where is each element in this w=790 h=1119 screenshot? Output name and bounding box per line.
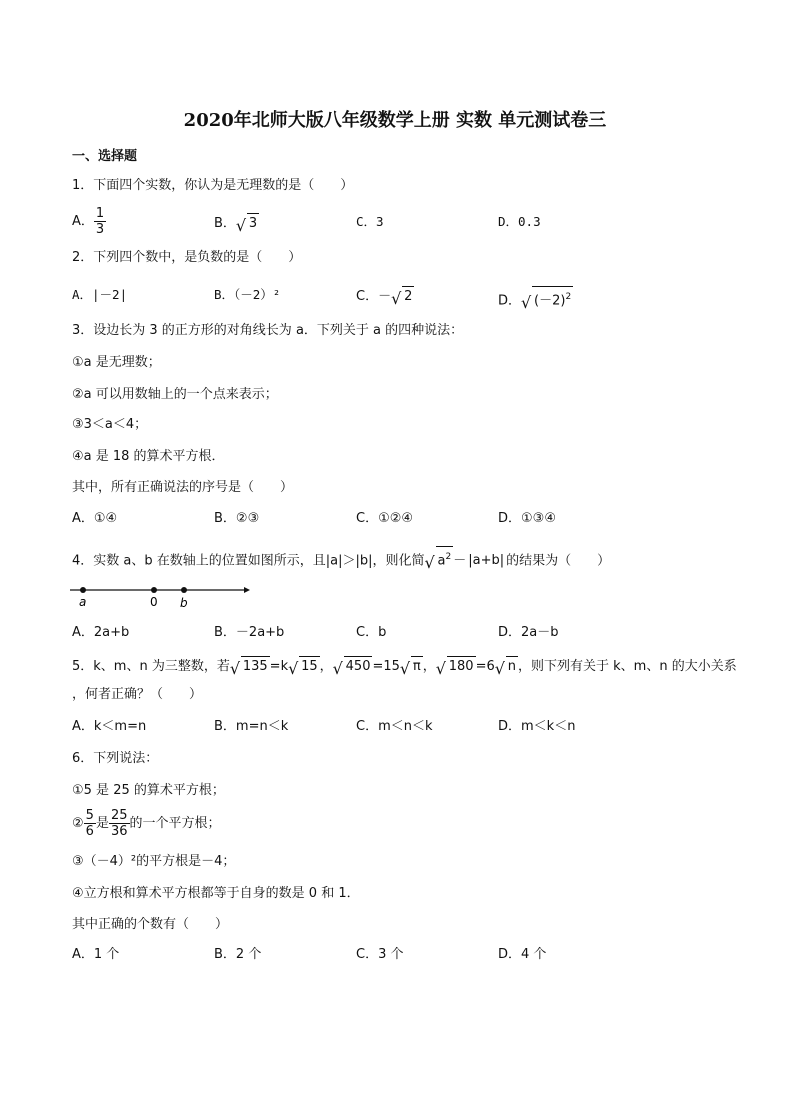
label-b: b bbox=[180, 596, 188, 610]
sqrt bbox=[495, 656, 518, 676]
radicand-base: (－2) bbox=[534, 293, 566, 309]
radicand-base: a bbox=[437, 553, 446, 569]
q3-statement-1: ①a 是无理数； bbox=[72, 355, 161, 370]
radicand: 15 bbox=[299, 656, 320, 676]
q1-option-c: C．3 bbox=[356, 214, 384, 229]
sqrt bbox=[424, 546, 454, 573]
sqrt bbox=[236, 213, 259, 233]
q6-statement-1: ①5 是 25 的算术平方根； bbox=[72, 783, 225, 798]
q2-option-c bbox=[356, 286, 414, 306]
radical-sign: √ bbox=[332, 659, 343, 678]
radical-sign: √ bbox=[399, 659, 411, 678]
numerator: 5 bbox=[85, 808, 94, 823]
q4-option-b: B．－2a+b bbox=[214, 625, 285, 640]
minus-sign: － bbox=[453, 553, 467, 569]
number-line-figure bbox=[66, 578, 256, 612]
equals-text: =k bbox=[269, 659, 289, 674]
sqrt bbox=[436, 656, 476, 676]
fraction bbox=[94, 206, 106, 237]
q2-stem: 2．下列四个数中，是负数的是（ ） bbox=[72, 250, 302, 265]
q2-option-a: A．|－2| bbox=[72, 287, 128, 302]
option-prefix: D． bbox=[498, 293, 522, 309]
denominator: 6 bbox=[85, 824, 94, 839]
option-prefix: B． bbox=[214, 216, 236, 231]
statement-marker: ② bbox=[72, 816, 84, 831]
equals-text: =6 bbox=[475, 659, 495, 674]
numerator: 25 bbox=[110, 808, 128, 823]
radical-sign: √ bbox=[391, 289, 402, 308]
q6-option-b: B．2 个 bbox=[214, 947, 262, 962]
stem-text: ，则下列有关于 k、m、n 的大小关系 bbox=[518, 659, 737, 674]
equals-text: =15 bbox=[372, 659, 400, 674]
exponent: 2 bbox=[565, 292, 572, 302]
stem-text: 4．实数 a、b 在数轴上的位置如图所示，且|a|＞|b|，则化简 bbox=[72, 553, 425, 569]
q3-stem: 3．设边长为 3 的正方形的对角线长为 a．下列关于 a 的四种说法： bbox=[72, 323, 464, 338]
q5-stem-line2: ，何者正确？（ ） bbox=[72, 687, 203, 702]
page-title: 2020年北师大版八年级数学上册 实数 单元测试卷三 bbox=[183, 110, 607, 131]
q3-ask: 其中，所有正确说法的序号是（ ） bbox=[72, 480, 294, 495]
q6-statement-2 bbox=[72, 808, 221, 839]
q1-option-b bbox=[214, 213, 259, 233]
radicand: 3 bbox=[247, 213, 259, 233]
stem-text: 5．k、m、n 为三整数，若 bbox=[72, 659, 230, 674]
q5-stem-line1 bbox=[72, 656, 737, 676]
q4-option-a: A．2a+b bbox=[72, 625, 130, 640]
label-a: a bbox=[79, 595, 87, 609]
denominator: 36 bbox=[110, 824, 128, 839]
q6-stem: 6．下列说法： bbox=[72, 751, 159, 766]
q3-option-b: B．②③ bbox=[214, 511, 260, 526]
q6-option-d: D．4 个 bbox=[498, 947, 547, 962]
q3-statement-2: ②a 可以用数轴上的一个点来表示； bbox=[72, 387, 278, 402]
radicand: π bbox=[411, 656, 423, 676]
q3-option-c: C．①②④ bbox=[356, 511, 414, 526]
comma: ， bbox=[422, 659, 436, 674]
radicand: n bbox=[506, 656, 518, 676]
axis-arrow bbox=[244, 587, 250, 593]
q4-option-d: D．2a－b bbox=[498, 625, 559, 640]
q4-stem bbox=[72, 546, 611, 573]
q2-option-b: B．（－2）² bbox=[214, 287, 281, 302]
q6-ask: 其中正确的个数有（ ） bbox=[72, 917, 229, 932]
sqrt bbox=[391, 286, 414, 306]
radical-sign: √ bbox=[235, 216, 247, 235]
q6-option-a: A．1 个 bbox=[72, 947, 120, 962]
label-zero: 0 bbox=[150, 595, 158, 609]
fraction bbox=[84, 808, 96, 839]
statement-text: 的一个平方根； bbox=[129, 816, 221, 831]
q3-option-a: A．①④ bbox=[72, 511, 118, 526]
q5-option-d: D．m＜k＜n bbox=[498, 719, 576, 734]
q4-option-c: C．b bbox=[356, 625, 387, 640]
point-b bbox=[181, 587, 187, 593]
q5-option-a: A．k＜m=n bbox=[72, 719, 147, 734]
radicand: 180 bbox=[447, 656, 476, 676]
comma: ， bbox=[319, 659, 333, 674]
sqrt bbox=[333, 656, 373, 676]
radicand bbox=[532, 286, 573, 310]
q1-stem: 1．下面四个实数，你认为是无理数的是（ ） bbox=[72, 178, 354, 193]
denominator: 3 bbox=[95, 222, 105, 237]
sqrt bbox=[288, 656, 320, 676]
radicand bbox=[436, 546, 454, 570]
radicand: 2 bbox=[402, 286, 414, 306]
radical-sign: √ bbox=[521, 293, 532, 313]
point-zero bbox=[151, 587, 157, 593]
q3-statement-4: ④a 是 18 的算术平方根． bbox=[72, 449, 225, 464]
q3-statement-3: ③3＜a＜4； bbox=[72, 417, 148, 432]
option-prefix: A． bbox=[72, 214, 94, 229]
q5-option-c: C．m＜n＜k bbox=[356, 719, 433, 734]
radical-sign: √ bbox=[494, 659, 505, 678]
q6-option-c: C．3 个 bbox=[356, 947, 404, 962]
sqrt bbox=[400, 656, 423, 676]
radical-sign: √ bbox=[288, 659, 299, 678]
q2-option-d bbox=[498, 286, 573, 313]
q1-option-a bbox=[72, 206, 106, 237]
sqrt bbox=[521, 286, 573, 313]
exponent: 2 bbox=[445, 552, 452, 562]
radicand: 135 bbox=[241, 656, 270, 676]
statement-text: 是 bbox=[95, 816, 109, 831]
q1-option-d: D．0.3 bbox=[498, 214, 541, 229]
q6-statement-3: ③（－4）²的平方根是－4； bbox=[72, 854, 236, 869]
fraction bbox=[109, 808, 130, 839]
radical-sign: √ bbox=[424, 553, 435, 573]
radical-sign: √ bbox=[435, 659, 446, 678]
stem-text: 的结果为（ ） bbox=[506, 553, 611, 569]
q5-option-b: B．m=n＜k bbox=[214, 719, 289, 734]
q3-option-d: D．①③④ bbox=[498, 511, 556, 526]
radicand: 450 bbox=[344, 656, 373, 676]
numerator: 1 bbox=[95, 206, 105, 221]
sqrt bbox=[230, 656, 270, 676]
radical-sign: √ bbox=[229, 659, 241, 678]
point-a bbox=[80, 587, 86, 593]
option-prefix: C．－ bbox=[356, 289, 392, 304]
section-heading: 一、选择题 bbox=[72, 149, 138, 164]
q6-statement-4: ④立方根和算术平方根都等于自身的数是 0 和 1． bbox=[72, 886, 360, 901]
absolute-value: |a+b| bbox=[468, 553, 505, 569]
